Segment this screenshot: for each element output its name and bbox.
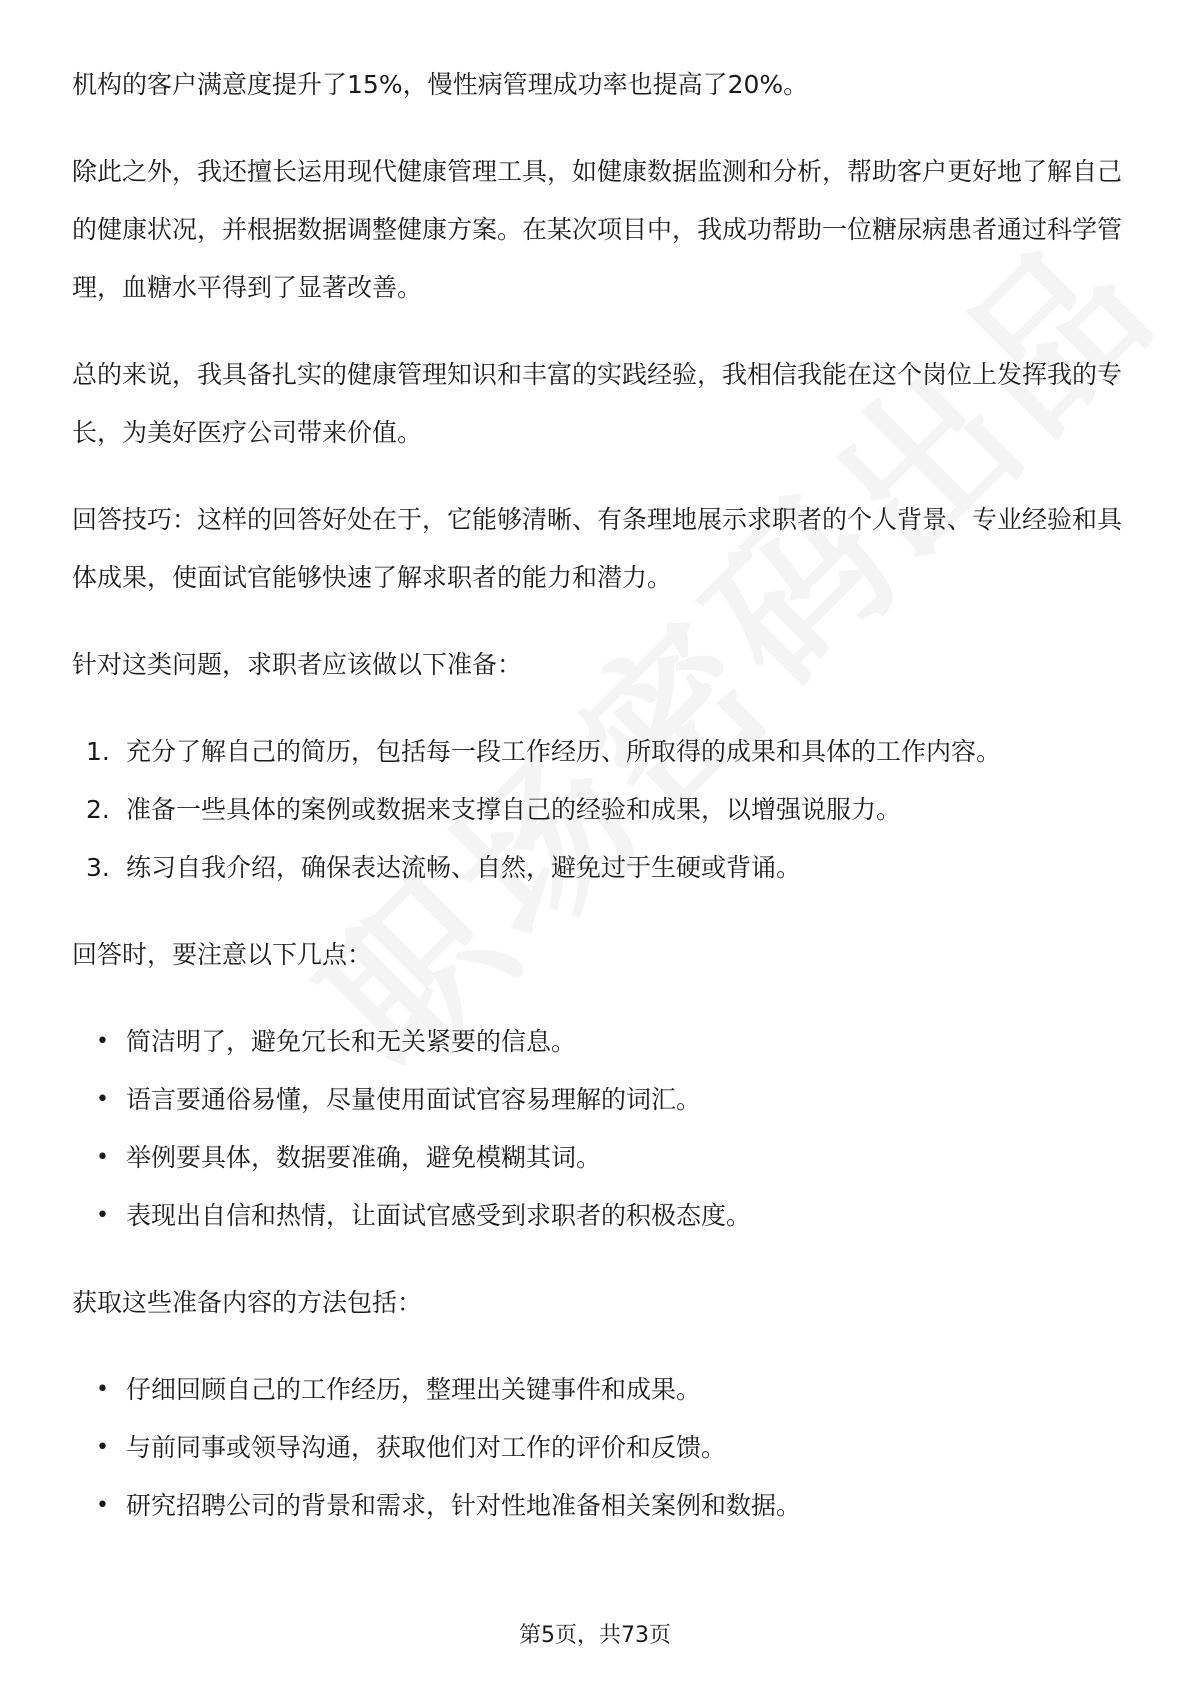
list-number: 3. — [86, 853, 110, 882]
list-item — [72, 1187, 1122, 1245]
bullet-icon: • — [96, 1203, 109, 1228]
list-item — [72, 781, 1122, 839]
list-item — [72, 1419, 1122, 1477]
list-item-text: 仔细回顾自己的工作经历，整理出关键事件和成果。 — [126, 1375, 702, 1404]
paragraph-notes-intro: 回答时，要注意以下几点： — [72, 940, 373, 969]
list-item-text: 简洁明了，避免冗长和无关紧要的信息。 — [126, 1027, 577, 1056]
list-item-text: 充分了解自己的简历，包括每一段工作经历、所取得的成果和具体的工作内容。 — [126, 737, 1002, 766]
list-item — [72, 1071, 1122, 1129]
notes-list — [72, 1013, 1122, 1245]
paragraph-answer-tips: 回答技巧：这样的回答好处在于，它能够清晰、有条理地展示求职者的个人背景、专业经验和具体成果，使面试官能够快速了解求职者的能力和潜力。 — [72, 505, 1123, 592]
paragraph-summary: 总的来说，我具备扎实的健康管理知识和丰富的实践经验，我相信我能在这个岗位上发挥我的专长，为美好医疗公司带来价值。 — [72, 360, 1123, 447]
list-item — [72, 1129, 1122, 1187]
paragraph-satisfaction: 机构的客户满意度提升了15%，慢性病管理成功率也提高了20%。 — [72, 70, 809, 99]
list-item-text: 练习自我介绍，确保表达流畅、自然，避免过于生硬或背诵。 — [126, 853, 802, 882]
list-item — [72, 839, 1122, 897]
bullet-icon: • — [96, 1377, 109, 1402]
page-number: 第5页，共73页 — [519, 1623, 671, 1648]
list-item-text: 表现出自信和热情，让面试官感受到求职者的积极态度。 — [126, 1201, 752, 1230]
list-number: 1. — [86, 737, 110, 766]
list-item — [72, 723, 1122, 781]
paragraph-prep-intro: 针对这类问题，求职者应该做以下准备： — [72, 650, 523, 679]
list-item-text: 语言要通俗易懂，尽量使用面试官容易理解的词汇。 — [126, 1085, 702, 1114]
paragraph-methods-intro: 获取这些准备内容的方法包括： — [72, 1288, 423, 1317]
bullet-icon: • — [96, 1493, 109, 1518]
methods-list — [72, 1361, 1122, 1535]
list-item-text: 举例要具体，数据要准确，避免模糊其词。 — [126, 1143, 602, 1172]
document-body — [72, 56, 1122, 1564]
bullet-icon: • — [96, 1145, 109, 1170]
bullet-icon: • — [96, 1029, 109, 1054]
list-number: 2. — [86, 795, 110, 824]
list-item-text: 研究招聘公司的背景和需求，针对性地准备相关案例和数据。 — [126, 1491, 802, 1520]
bullet-icon: • — [96, 1435, 109, 1460]
list-item-text: 准备一些具体的案例或数据来支撑自己的经验和成果，以增强说服力。 — [126, 795, 902, 824]
paragraph-health-tools: 除此之外，我还擅长运用现代健康管理工具，如健康数据监测和分析，帮助客户更好地了解自己的健康状况，并根据数据调整健康方案。在某次项目中，我成功帮助一位糖尿病患者通过科学管理，血糖水平得到了显著改善。 — [72, 157, 1123, 302]
list-item — [72, 1013, 1122, 1071]
prep-list — [72, 723, 1122, 897]
bullet-icon: • — [96, 1087, 109, 1112]
list-item — [72, 1361, 1122, 1419]
list-item-text: 与前同事或领导沟通，获取他们对工作的评价和反馈。 — [126, 1433, 727, 1462]
list-item — [72, 1477, 1122, 1535]
